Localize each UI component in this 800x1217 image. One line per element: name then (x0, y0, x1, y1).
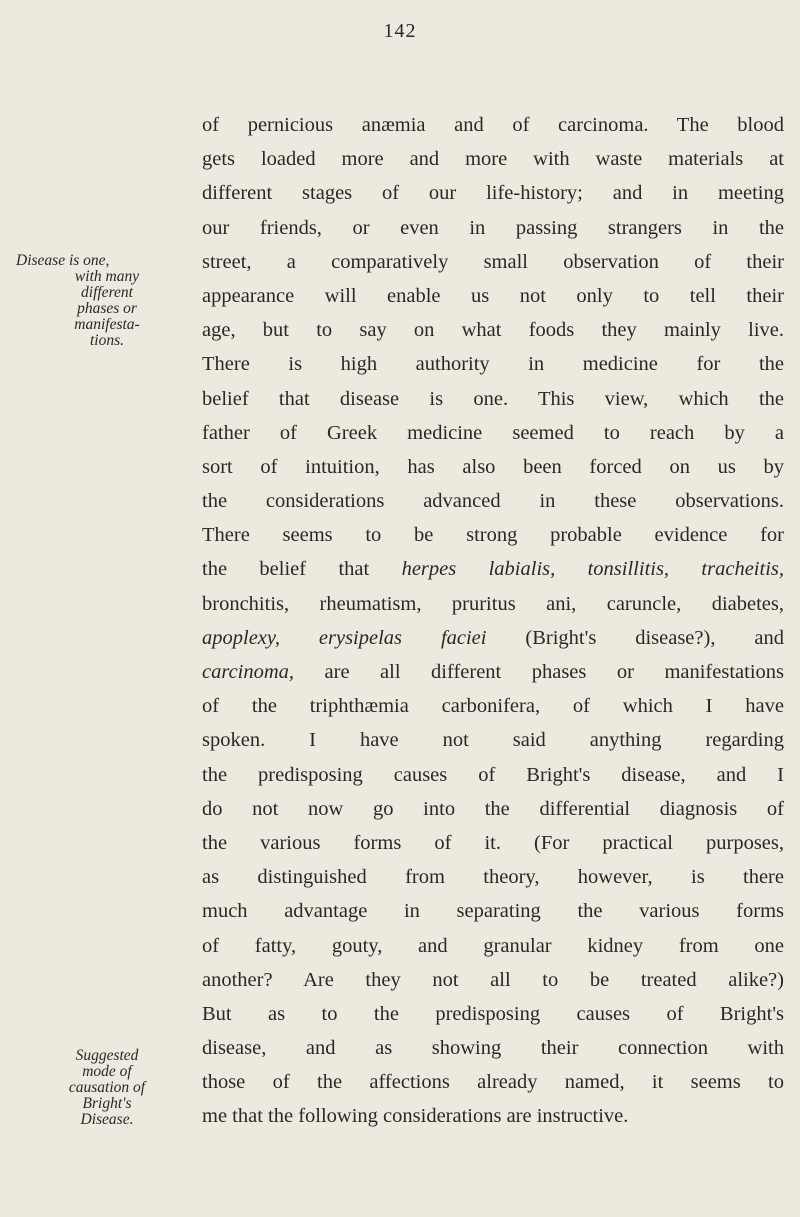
margin-note-line: Bright's (82, 1095, 132, 1112)
text-line: appearance will enable us not only to tell their (202, 284, 784, 307)
margin-note-line: different (81, 284, 133, 301)
margin-note-line: mode of (82, 1063, 132, 1080)
text-line: sort of intuition, has also been forced on us by (202, 455, 784, 478)
text-line: different stages of our life-history; and in meeting (202, 182, 784, 205)
page-number: 142 (383, 20, 417, 42)
text-line: the predisposing causes of Bright's disease, and I (202, 763, 784, 786)
text-line-mixed (202, 655, 784, 689)
text-line: There seems to be strong probable evidence for (202, 524, 784, 547)
disease-names-italic: apoplexy, erysipelas faciei (202, 626, 487, 649)
text-line: another? Are they not all to be treated alike?) (202, 968, 784, 991)
text-line-italic: bronchitis, rheumatism, pruritus ani, caruncle, diabetes, (202, 592, 784, 615)
text-line: as distinguished from theory, however, is there (202, 866, 784, 889)
text-line: gets loaded more and more with waste materials at (202, 148, 784, 171)
text-line: disease, and as showing their connection with (202, 1037, 784, 1060)
margin-note-line: causation of (68, 1079, 146, 1096)
text-line: me that the following considerations are instructive. (202, 1105, 629, 1128)
margin-note-line: Suggested (75, 1047, 139, 1064)
margin-note-line: phases or (77, 300, 137, 317)
text-span: (Bright's disease?), and (486, 626, 784, 649)
margin-note-line: manifesta- (74, 316, 140, 333)
margin-note-line: with many (74, 268, 140, 285)
margin-note-line: Disease is one, (16, 252, 110, 269)
text-line: the considerations advanced in these observations. (202, 490, 784, 513)
text-line: those of the affections already named, it seems to (202, 1071, 784, 1094)
text-span: are all different phases or manifestations (294, 661, 784, 683)
body-text (202, 108, 784, 1134)
disease-names-italic: herpes labialis, tonsillitis, tracheitis, (401, 558, 784, 581)
text-line-mixed (202, 621, 784, 655)
text-line: belief that disease is one. This view, which the (202, 387, 784, 410)
text-line: much advantage in separating the various forms (202, 900, 784, 923)
text-line: of fatty, gouty, and granular kidney from one (202, 934, 784, 957)
text-line: But as to the predisposing causes of Bright's (202, 1002, 784, 1025)
text-line: street, a comparatively small observation of their (202, 250, 784, 273)
text-span: the belief that (202, 558, 402, 581)
margin-note-disease-is-one (16, 253, 198, 349)
text-line: our friends, or even in passing strangers in the (202, 216, 784, 239)
text-line: do not now go into the differential diagnosis of (202, 797, 784, 820)
text-line: of the triphthæmia carbonifera, of which I have (202, 695, 784, 718)
margin-note-suggested-causation (16, 1048, 198, 1128)
text-line: spoken. I have not said anything regarding (202, 729, 784, 752)
text-line: There is high authority in medicine for the (202, 353, 784, 376)
margin-note-line: Disease. (80, 1111, 134, 1128)
text-line: father of Greek medicine seemed to reach by a (202, 421, 784, 444)
text-line: age, but to say on what foods they mainly live. (202, 319, 784, 342)
text-line-mixed (202, 552, 784, 586)
disease-names-italic: carcinoma, (202, 661, 295, 683)
text-line: of pernicious anæmia and of carcinoma. The blood (202, 114, 784, 136)
text-line: the various forms of it. (For practical purposes, (202, 831, 784, 854)
margin-note-line: tions. (89, 332, 125, 349)
